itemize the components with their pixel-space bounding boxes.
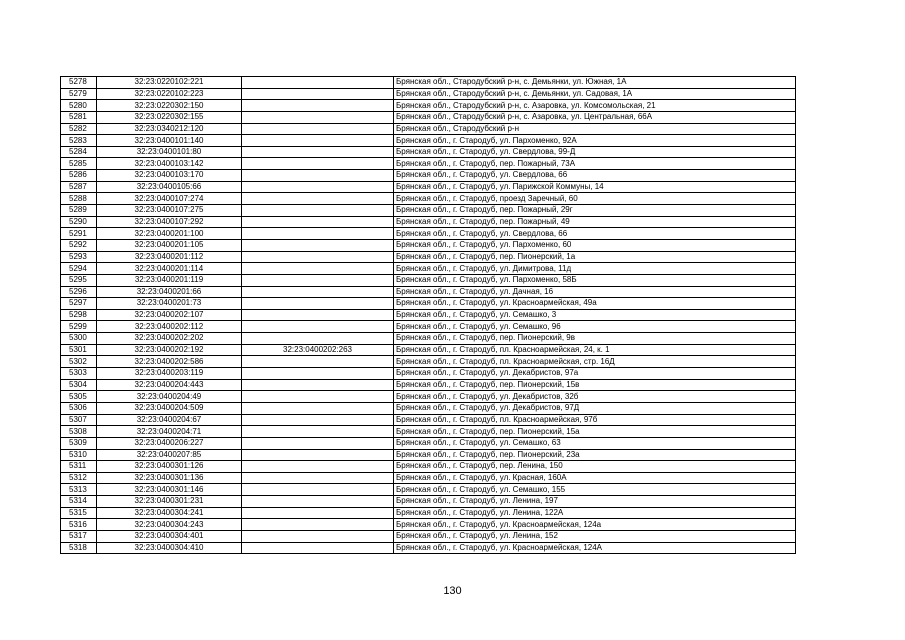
linked-cadastral-number-cell [242, 263, 394, 275]
table-row [61, 135, 796, 147]
table-row [61, 472, 796, 484]
row-number-cell: 5306 [61, 402, 97, 414]
cadastral-number-cell: 32:23:0400204:71 [97, 426, 242, 438]
table-row [61, 88, 796, 100]
table-row [61, 379, 796, 391]
row-number-cell: 5303 [61, 368, 97, 380]
cadastral-number-cell: 32:23:0220302:150 [97, 100, 242, 112]
linked-cadastral-number-cell [242, 496, 394, 508]
cadastral-number-cell: 32:23:0220102:223 [97, 88, 242, 100]
row-number-cell: 5313 [61, 484, 97, 496]
row-number-cell: 5305 [61, 391, 97, 403]
table-row [61, 321, 796, 333]
row-number-cell: 5282 [61, 123, 97, 135]
table-row [61, 205, 796, 217]
linked-cadastral-number-cell [242, 216, 394, 228]
cadastral-number-cell: 32:23:0400301:136 [97, 472, 242, 484]
row-number-cell: 5287 [61, 181, 97, 193]
row-number-cell: 5292 [61, 239, 97, 251]
table-row [61, 507, 796, 519]
address-cell: Брянская обл., г. Стародуб, ул. Семашко, 155 [394, 484, 796, 496]
linked-cadastral-number-cell [242, 368, 394, 380]
table-row [61, 263, 796, 275]
row-number-cell: 5295 [61, 274, 97, 286]
row-number-cell: 5290 [61, 216, 97, 228]
address-cell: Брянская обл., г. Стародуб, ул. Пархоменко, 92А [394, 135, 796, 147]
row-number-cell: 5283 [61, 135, 97, 147]
cadastral-number-cell: 32:23:0400204:67 [97, 414, 242, 426]
table-row [61, 333, 796, 345]
linked-cadastral-number-cell [242, 274, 394, 286]
table-row [61, 228, 796, 240]
cadastral-number-cell: 32:23:0400202:192 [97, 344, 242, 356]
cadastral-number-cell: 32:23:0400201:73 [97, 298, 242, 310]
cadastral-number-cell: 32:23:0400201:114 [97, 263, 242, 275]
cadastral-number-cell: 32:23:0340212:120 [97, 123, 242, 135]
linked-cadastral-number-cell [242, 286, 394, 298]
table-row [61, 193, 796, 205]
row-number-cell: 5298 [61, 309, 97, 321]
linked-cadastral-number-cell [242, 298, 394, 310]
cadastral-number-cell: 32:23:0400201:119 [97, 274, 242, 286]
table-row [61, 542, 796, 554]
linked-cadastral-number-cell [242, 472, 394, 484]
address-cell: Брянская обл., г. Стародуб, пер. Пионерский, 15в [394, 379, 796, 391]
row-number-cell: 5294 [61, 263, 97, 275]
address-cell: Брянская обл., г. Стародуб, ул. Ленина, 197 [394, 496, 796, 508]
row-number-cell: 5297 [61, 298, 97, 310]
address-cell: Брянская обл., г. Стародуб, ул. Декабристов, 97а [394, 368, 796, 380]
row-number-cell: 5309 [61, 437, 97, 449]
registry-table [60, 76, 796, 554]
row-number-cell: 5316 [61, 519, 97, 531]
row-number-cell: 5288 [61, 193, 97, 205]
address-cell: Брянская обл., г. Стародуб, пл. Красноармейская, стр. 16Д [394, 356, 796, 368]
address-cell: Брянская обл., г. Стародуб, ул. Свердлова, 66 [394, 170, 796, 182]
cadastral-number-cell: 32:23:0400202:112 [97, 321, 242, 333]
row-number-cell: 5308 [61, 426, 97, 438]
cadastral-number-cell: 32:23:0400201:66 [97, 286, 242, 298]
cadastral-number-cell: 32:23:0400105:66 [97, 181, 242, 193]
cadastral-number-cell: 32:23:0400101:80 [97, 146, 242, 158]
address-cell: Брянская обл., г. Стародуб, ул. Красноармейская, 49а [394, 298, 796, 310]
linked-cadastral-number-cell [242, 100, 394, 112]
cadastral-number-cell: 32:23:0220102:221 [97, 77, 242, 89]
address-cell: Брянская обл., г. Стародуб, ул. Красноармейская, 124а [394, 519, 796, 531]
linked-cadastral-number-cell [242, 205, 394, 217]
linked-cadastral-number-cell [242, 507, 394, 519]
cadastral-number-cell: 32:23:0400207:85 [97, 449, 242, 461]
table-row [61, 216, 796, 228]
address-cell: Брянская обл., г. Стародуб, ул. Свердлова, 66 [394, 228, 796, 240]
page-number: 130 [443, 585, 462, 597]
table-row [61, 111, 796, 123]
address-cell: Брянская обл., г. Стародуб, пер. Пионерский, 15а [394, 426, 796, 438]
address-cell: Брянская обл., г. Стародуб, ул. Димитрова, 11д [394, 263, 796, 275]
cadastral-number-cell: 32:23:0400304:241 [97, 507, 242, 519]
row-number-cell: 5286 [61, 170, 97, 182]
address-cell: Брянская обл., г. Стародуб, ул. Ленина, 152 [394, 530, 796, 542]
table-row [61, 484, 796, 496]
cadastral-number-cell: 32:23:0400107:292 [97, 216, 242, 228]
table-row [61, 391, 796, 403]
address-cell: Брянская обл., г. Стародуб, ул. Пархоменко, 58Б [394, 274, 796, 286]
address-cell: Брянская обл., Стародубский р-н, с. Демьянки, ул. Садовая, 1А [394, 88, 796, 100]
linked-cadastral-number-cell [242, 519, 394, 531]
address-cell: Брянская обл., г. Стародуб, ул. Парижской Коммуны, 14 [394, 181, 796, 193]
cadastral-number-cell: 32:23:0400202:107 [97, 309, 242, 321]
address-cell: Брянская обл., Стародубский р-н, с. Азаровка, ул. Комсомольская, 21 [394, 100, 796, 112]
table-row [61, 519, 796, 531]
linked-cadastral-number-cell [242, 379, 394, 391]
linked-cadastral-number-cell [242, 437, 394, 449]
linked-cadastral-number-cell [242, 146, 394, 158]
cadastral-number-cell: 32:23:0400203:119 [97, 368, 242, 380]
address-cell: Брянская обл., г. Стародуб, пер. Пожарный, 29г [394, 205, 796, 217]
address-cell: Брянская обл., г. Стародуб, пер. Пионерский, 1а [394, 251, 796, 263]
table-row [61, 77, 796, 89]
address-cell: Брянская обл., г. Стародуб, ул. Пархоменко, 60 [394, 239, 796, 251]
cadastral-number-cell: 32:23:0400204:443 [97, 379, 242, 391]
table-row [61, 239, 796, 251]
linked-cadastral-number-cell [242, 228, 394, 240]
linked-cadastral-number-cell [242, 77, 394, 89]
linked-cadastral-number-cell [242, 123, 394, 135]
row-number-cell: 5318 [61, 542, 97, 554]
row-number-cell: 5299 [61, 321, 97, 333]
linked-cadastral-number-cell [242, 402, 394, 414]
row-number-cell: 5300 [61, 333, 97, 345]
linked-cadastral-number-cell [242, 88, 394, 100]
cadastral-number-cell: 32:23:0400304:243 [97, 519, 242, 531]
linked-cadastral-number-cell [242, 426, 394, 438]
table-row [61, 251, 796, 263]
table-row [61, 426, 796, 438]
linked-cadastral-number-cell [242, 333, 394, 345]
table-row [61, 181, 796, 193]
table-row [61, 530, 796, 542]
cadastral-number-cell: 32:23:0400301:146 [97, 484, 242, 496]
linked-cadastral-number-cell [242, 449, 394, 461]
table-row [61, 286, 796, 298]
address-cell: Брянская обл., г. Стародуб, пер. Пионерский, 9в [394, 333, 796, 345]
table-row [61, 449, 796, 461]
linked-cadastral-number-cell [242, 135, 394, 147]
linked-cadastral-number-cell [242, 414, 394, 426]
linked-cadastral-number-cell [242, 158, 394, 170]
address-cell: Брянская обл., Стародубский р-н, с. Демьянки, ул. Южная, 1А [394, 77, 796, 89]
cadastral-number-cell: 32:23:0400301:126 [97, 461, 242, 473]
address-cell: Брянская обл., г. Стародуб, пер. Пожарный, 49 [394, 216, 796, 228]
linked-cadastral-number-cell [242, 309, 394, 321]
row-number-cell: 5301 [61, 344, 97, 356]
address-cell: Брянская обл., г. Стародуб, пер. Ленина, 150 [394, 461, 796, 473]
cadastral-number-cell: 32:23:0400304:410 [97, 542, 242, 554]
address-cell: Брянская обл., г. Стародуб, ул. Красноармейская, 124А [394, 542, 796, 554]
table-row [61, 100, 796, 112]
address-cell: Брянская обл., Стародубский р-н, с. Азаровка, ул. Центральная, 66А [394, 111, 796, 123]
linked-cadastral-number-cell [242, 542, 394, 554]
row-number-cell: 5314 [61, 496, 97, 508]
row-number-cell: 5293 [61, 251, 97, 263]
address-cell: Брянская обл., г. Стародуб, пер. Пожарный, 73А [394, 158, 796, 170]
cadastral-number-cell: 32:23:0400103:142 [97, 158, 242, 170]
address-cell: Брянская обл., г. Стародуб, ул. Дачная, 16 [394, 286, 796, 298]
linked-cadastral-number-cell [242, 111, 394, 123]
address-cell: Брянская обл., г. Стародуб, ул. Декабристов, 32б [394, 391, 796, 403]
linked-cadastral-number-cell [242, 193, 394, 205]
linked-cadastral-number-cell [242, 181, 394, 193]
address-cell: Брянская обл., г. Стародуб, ул. Семашко, 3 [394, 309, 796, 321]
cadastral-number-cell: 32:23:0400202:202 [97, 333, 242, 345]
address-cell: Брянская обл., г. Стародуб, проезд Заречный, 60 [394, 193, 796, 205]
address-cell: Брянская обл., г. Стародуб, пл. Красноармейская, 97б [394, 414, 796, 426]
address-cell: Брянская обл., г. Стародуб, пл. Красноармейская, 24, к. 1 [394, 344, 796, 356]
address-cell: Брянская обл., Стародубский р-н [394, 123, 796, 135]
row-number-cell: 5312 [61, 472, 97, 484]
table-row [61, 274, 796, 286]
linked-cadastral-number-cell [242, 391, 394, 403]
cadastral-number-cell: 32:23:0400204:49 [97, 391, 242, 403]
row-number-cell: 5317 [61, 530, 97, 542]
row-number-cell: 5310 [61, 449, 97, 461]
row-number-cell: 5296 [61, 286, 97, 298]
row-number-cell: 5304 [61, 379, 97, 391]
row-number-cell: 5278 [61, 77, 97, 89]
table-row [61, 309, 796, 321]
cadastral-number-cell: 32:23:0400201:100 [97, 228, 242, 240]
linked-cadastral-number-cell [242, 530, 394, 542]
row-number-cell: 5285 [61, 158, 97, 170]
linked-cadastral-number-cell [242, 321, 394, 333]
table-row [61, 368, 796, 380]
linked-cadastral-number-cell [242, 170, 394, 182]
table-row [61, 356, 796, 368]
cadastral-number-cell: 32:23:0400201:112 [97, 251, 242, 263]
cadastral-number-cell: 32:23:0400107:275 [97, 205, 242, 217]
row-number-cell: 5281 [61, 111, 97, 123]
linked-cadastral-number-cell [242, 239, 394, 251]
address-cell: Брянская обл., г. Стародуб, ул. Семашко, 96 [394, 321, 796, 333]
table-row [61, 123, 796, 135]
row-number-cell: 5311 [61, 461, 97, 473]
cadastral-number-cell: 32:23:0400201:105 [97, 239, 242, 251]
address-cell: Брянская обл., г. Стародуб, ул. Семашко, 63 [394, 437, 796, 449]
row-number-cell: 5291 [61, 228, 97, 240]
linked-cadastral-number-cell [242, 356, 394, 368]
row-number-cell: 5284 [61, 146, 97, 158]
table-row [61, 414, 796, 426]
cadastral-number-cell: 32:23:0400204:509 [97, 402, 242, 414]
address-cell: Брянская обл., г. Стародуб, ул. Свердлова, 99-Д [394, 146, 796, 158]
table-row [61, 170, 796, 182]
address-cell: Брянская обл., г. Стародуб, пер. Пионерский, 23а [394, 449, 796, 461]
cadastral-number-cell: 32:23:0400304:401 [97, 530, 242, 542]
table-row [61, 298, 796, 310]
address-cell: Брянская обл., г. Стародуб, ул. Декабристов, 97Д [394, 402, 796, 414]
linked-cadastral-number-cell: 32:23:0400202:263 [242, 344, 394, 356]
table-row [61, 146, 796, 158]
row-number-cell: 5307 [61, 414, 97, 426]
table-row [61, 437, 796, 449]
linked-cadastral-number-cell [242, 251, 394, 263]
cadastral-number-cell: 32:23:0400107:274 [97, 193, 242, 205]
address-cell: Брянская обл., г. Стародуб, ул. Ленина, 122А [394, 507, 796, 519]
registry-table-body [61, 77, 796, 554]
row-number-cell: 5279 [61, 88, 97, 100]
row-number-cell: 5302 [61, 356, 97, 368]
table-row [61, 461, 796, 473]
cadastral-number-cell: 32:23:0400101:140 [97, 135, 242, 147]
linked-cadastral-number-cell [242, 461, 394, 473]
cadastral-number-cell: 32:23:0400301:231 [97, 496, 242, 508]
row-number-cell: 5289 [61, 205, 97, 217]
cadastral-number-cell: 32:23:0400202:586 [97, 356, 242, 368]
row-number-cell: 5280 [61, 100, 97, 112]
linked-cadastral-number-cell [242, 484, 394, 496]
row-number-cell: 5315 [61, 507, 97, 519]
cadastral-number-cell: 32:23:0400206:227 [97, 437, 242, 449]
table-row [61, 402, 796, 414]
table-row [61, 344, 796, 356]
table-row [61, 496, 796, 508]
address-cell: Брянская обл., г. Стародуб, ул. Красная, 160А [394, 472, 796, 484]
table-row [61, 158, 796, 170]
cadastral-number-cell: 32:23:0220302:155 [97, 111, 242, 123]
cadastral-number-cell: 32:23:0400103:170 [97, 170, 242, 182]
